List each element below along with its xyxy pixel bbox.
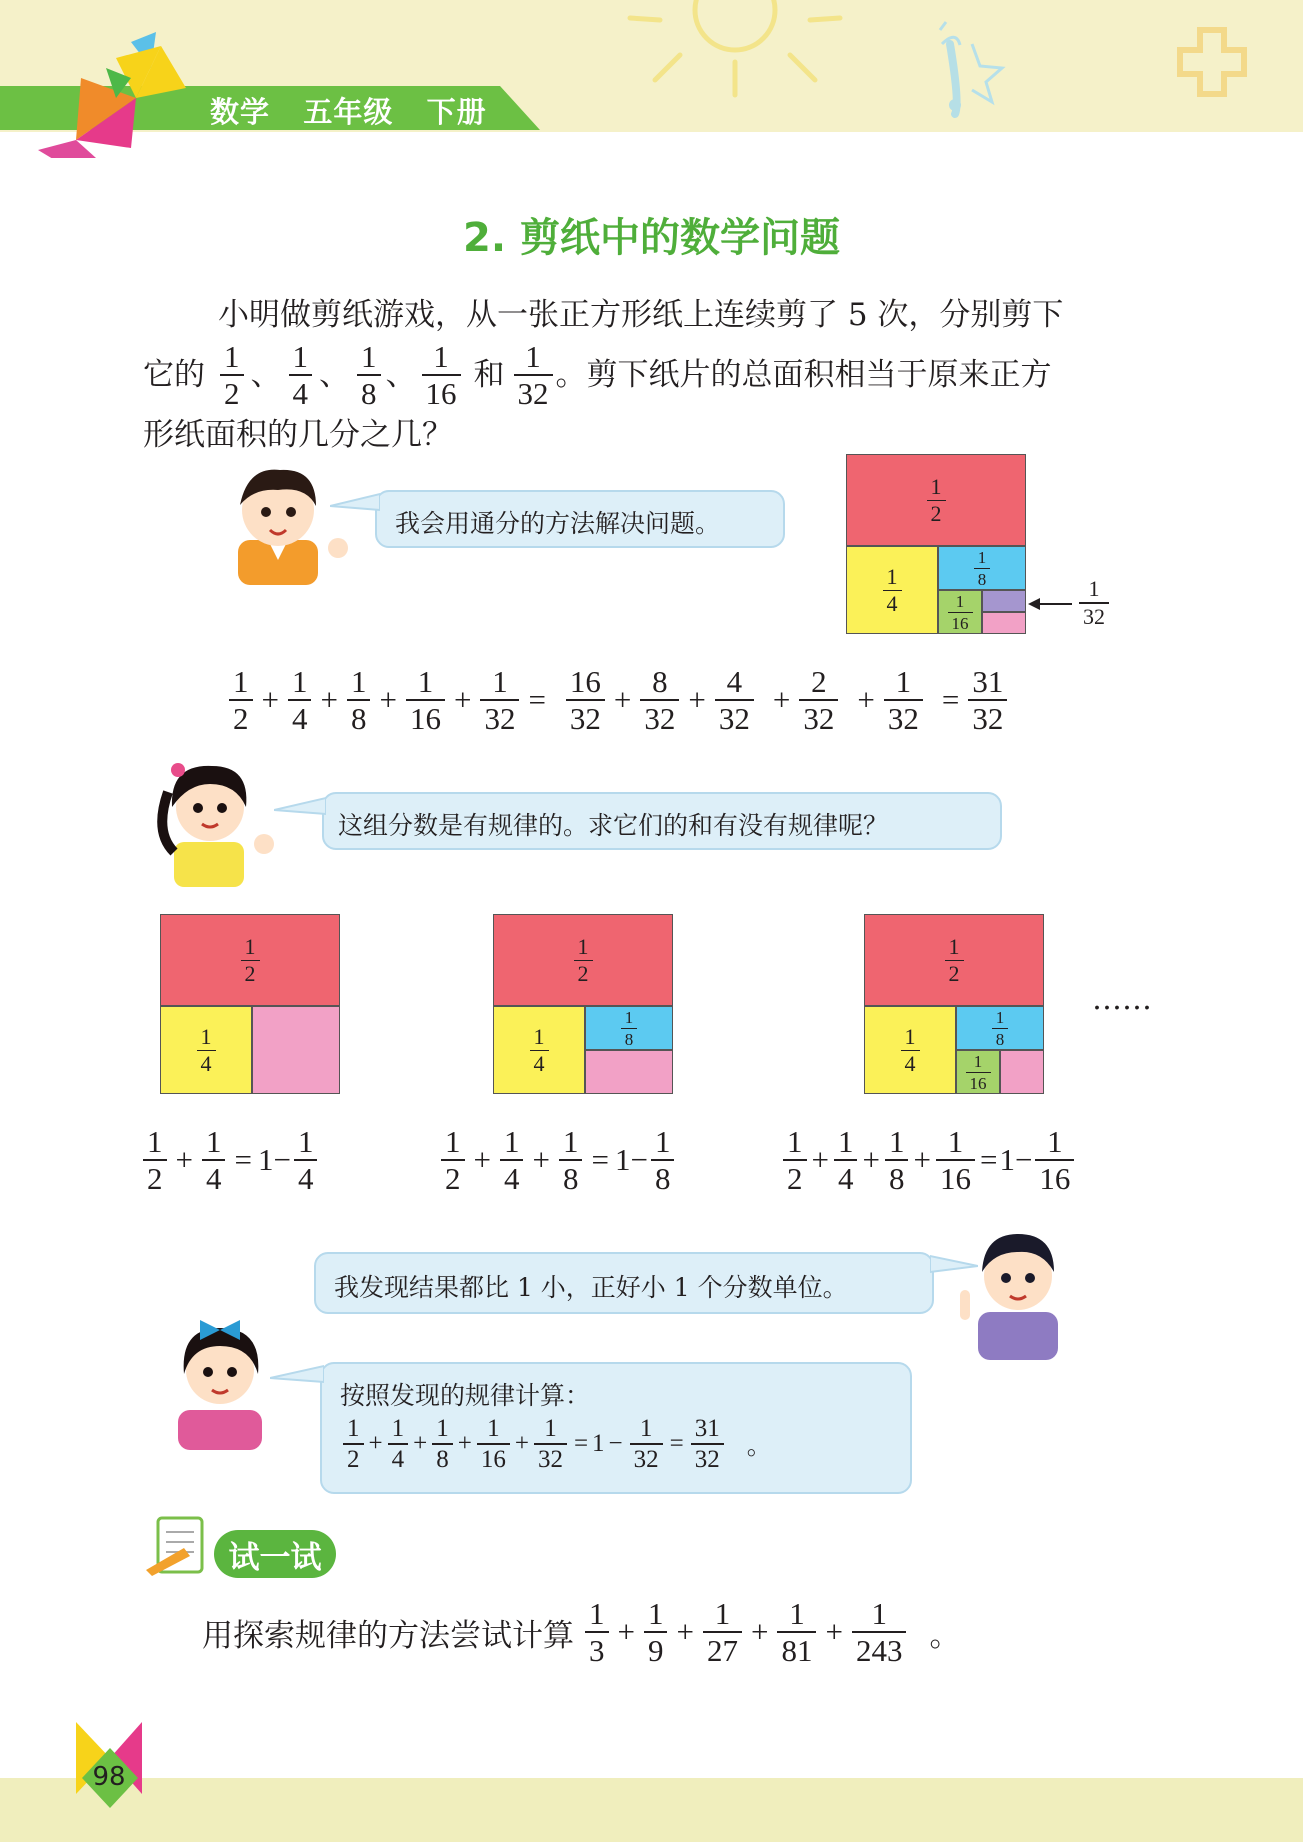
speech-bubble-pattern-question — [322, 792, 1002, 850]
problem-line-2-prefix: 它的 — [143, 357, 205, 393]
header-subject: 数学 — [210, 95, 271, 129]
speech-text: 这组分数是有规律的。求它们的和有没有规律呢？ — [338, 811, 889, 840]
problem-line-1: 小明做剪纸游戏，从一张正方形纸上连续剪了 5 次，分别剪下 — [218, 297, 1064, 333]
pattern-diagram-2: $\frac{1}{2}$ $\frac{1}{4}$ $\frac{1}{8}$ — [493, 914, 673, 1094]
header-grade: 五年级 — [303, 95, 394, 129]
region-half: $\frac{1}{2}$ — [846, 454, 1026, 546]
paper-cutting-diagram-main — [846, 454, 1026, 634]
bubble-tail — [270, 1364, 324, 1384]
speech-text: 我发现结果都比 1 小，正好小 1 个分数单位。 — [334, 1273, 848, 1302]
speech-bubble-discovery — [314, 1252, 934, 1314]
girl-character-illustration — [152, 752, 282, 887]
separator: 、 — [385, 357, 417, 393]
region-eighth: $\frac{1}{8}$ — [938, 546, 1026, 590]
girl-bow-illustration — [170, 1310, 270, 1450]
rule-equation: $\frac{1}{2}$ + $\frac{1}{4}$ + $\frac{1}{8}$ + $\frac{1}{16}$ + $\frac{1}{32}$ = 1 − $\frac{1}{32}$ = $\frac{31}{32}$ 。 — [340, 1416, 892, 1472]
speech-bubble-rule-calculation — [320, 1362, 912, 1494]
try-it-text: 用探索规律的方法尝试计算 — [202, 1617, 574, 1654]
region-remainder — [982, 612, 1026, 634]
pattern-equation-1: $\frac{1}{2}$ + $\frac{1}{4}$ = 1 − $\frac{1}{4}$ — [140, 1124, 320, 1196]
section-title: 2. 剪纸中的数学问题 — [463, 215, 840, 261]
arrow-left-icon — [1028, 596, 1074, 612]
problem-frac-1: $\frac{1}{2}$ — [220, 341, 244, 409]
main-equation: $\frac{1}{2}$ + $\frac{1}{4}$ + $\frac{1}{8}$ + $\frac{1}{16}$ + $\frac{1}{32}$ = $\frac{16}{32}$ + $\frac{8}{32}$ + $\frac{4}{32}$ + $\frac{2}{32}$ + $\frac{1}{32}$ = $\frac{31}{32}$ — [226, 664, 1010, 736]
tangram-logo-icon — [36, 28, 186, 158]
problem-line-2-suffix: 。剪下纸片的总面积相当于原来正方 — [555, 357, 1052, 393]
problem-line-3: 形纸面积的几分之几？ — [143, 417, 453, 453]
ellipsis: …… — [1092, 982, 1152, 1017]
separator: 、 — [250, 357, 282, 393]
page-number: 98 — [92, 1762, 126, 1792]
problem-line-2 — [143, 339, 1052, 411]
rule-title: 按照发现的规律计算： — [340, 1381, 591, 1410]
bottom-banner-background — [0, 1778, 1303, 1842]
header-decoration — [600, 0, 1300, 132]
notepad-pencil-icon — [144, 1514, 208, 1578]
pattern-equation-3: $\frac{1}{2}$ + $\frac{1}{4}$ + $\frac{1}{8}$ + $\frac{1}{16}$ = 1 − $\frac{1}{16}$ — [780, 1124, 1077, 1196]
separator: 、 — [319, 357, 350, 393]
try-it-badge: 试一试 — [214, 1530, 336, 1578]
speech-text: 我会用通分的方法解决问题。 — [395, 509, 721, 538]
label-thirtysecond: $\frac{1}{32}$ — [1076, 578, 1112, 628]
pattern-equation-2: $\frac{1}{2}$ + $\frac{1}{4}$ + $\frac{1}{8}$ = 1 − $\frac{1}{8}$ — [438, 1124, 677, 1196]
problem-frac-3: $\frac{1}{8}$ — [357, 341, 381, 409]
bubble-tail — [274, 796, 326, 816]
region-sixteenth: $\frac{1}{16}$ — [938, 590, 982, 634]
problem-frac-4: $\frac{1}{16}$ — [422, 341, 461, 409]
problem-frac-2: $\frac{1}{4}$ — [289, 341, 313, 409]
region-thirtysecond — [982, 590, 1026, 612]
speech-bubble-common-denominator — [375, 490, 785, 548]
region-quarter: $\frac{1}{4}$ — [846, 546, 938, 634]
problem-frac-5: $\frac{1}{32}$ — [514, 341, 553, 409]
try-it-exercise: 用探索规律的方法尝试计算 $\frac{1}{3}$ + $\frac{1}{9}$ + $\frac{1}{27}$ + $\frac{1}{81}$ + $\frac{1}{243}$ 。 — [202, 1596, 961, 1668]
header-breadcrumb — [210, 90, 487, 131]
boy-character-illustration — [218, 460, 356, 585]
header-volume: 下册 — [426, 95, 487, 129]
pattern-diagram-3: $\frac{1}{2}$ $\frac{1}{4}$ $\frac{1}{8}$ $\frac{1}{16}$ — [864, 914, 1044, 1094]
boy-pointing-illustration — [956, 1220, 1070, 1360]
bubble-tail — [330, 492, 380, 512]
and-word: 和 — [473, 357, 505, 393]
pattern-diagram-1: $\frac{1}{2}$ $\frac{1}{4}$ — [160, 914, 340, 1094]
